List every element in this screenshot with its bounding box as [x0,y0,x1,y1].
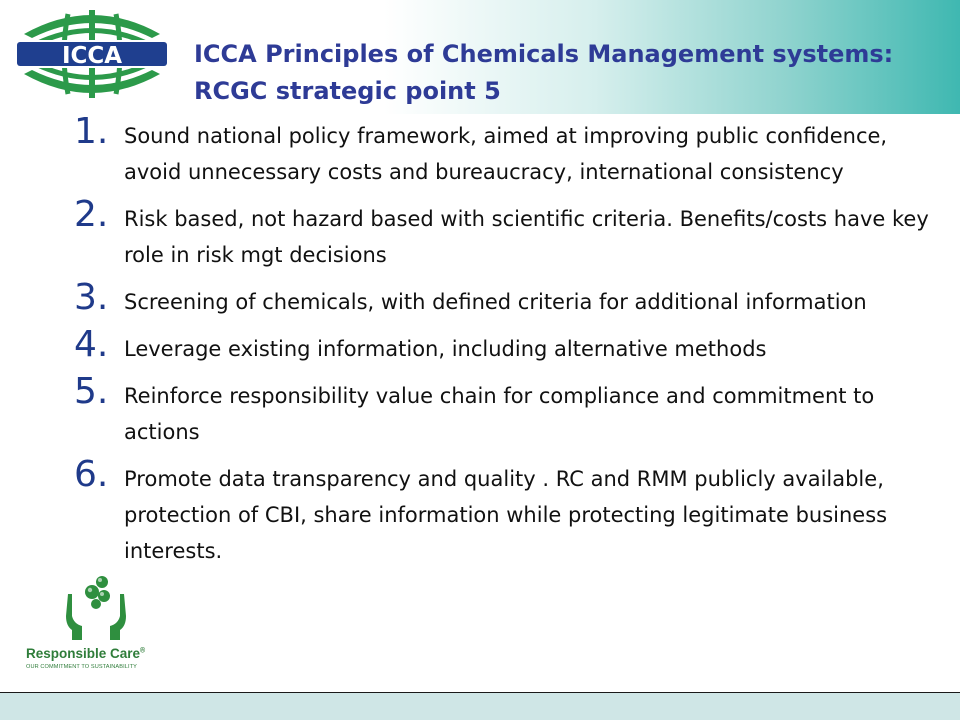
footer-band [0,692,960,720]
icca-logo [12,4,172,104]
icca-logo-text: ICCA [61,43,123,69]
responsible-care-tagline: OUR COMMITMENT TO SUSTAINABILITY [26,664,137,670]
list-item [74,111,934,190]
title-line-1: ICCA Principles of Chemicals Management systems: [194,40,894,68]
list-item [74,371,934,450]
item-number: 3. [74,277,109,318]
list-item [74,454,934,569]
item-number: 4. [74,324,109,365]
slide-title [194,36,934,110]
responsible-care-logo [26,572,166,676]
list-item [74,277,934,320]
item-text: Promote data transparency and quality . RC and RMM publicly available, protection of CBI, share information while protecting legitimate business interests. [124,467,888,563]
item-text: Leverage existing information, including alternative methods [124,337,767,361]
item-number: 1. [74,111,109,152]
item-text: Screening of chemicals, with defined criteria for additional information [124,290,867,314]
list-item [74,194,934,273]
item-text: Sound national policy framework, aimed at improving public confidence, avoid unnecessary costs and bureaucracy, international consistency [124,124,888,184]
item-number: 6. [74,454,109,495]
item-text: Reinforce responsibility value chain for compliance and commitment to actions [124,384,875,444]
list-item [74,324,934,367]
item-number: 5. [74,371,109,412]
item-number: 2. [74,194,109,235]
title-line-2: RCGC strategic point 5 [194,77,501,105]
hands-molecule-icon [64,572,128,642]
item-text: Risk based, not hazard based with scientific criteria. Benefits/costs have key role in risk mgt decisions [124,207,929,267]
responsible-care-name: Responsible Care® [26,646,146,661]
numbered-list [74,111,934,580]
